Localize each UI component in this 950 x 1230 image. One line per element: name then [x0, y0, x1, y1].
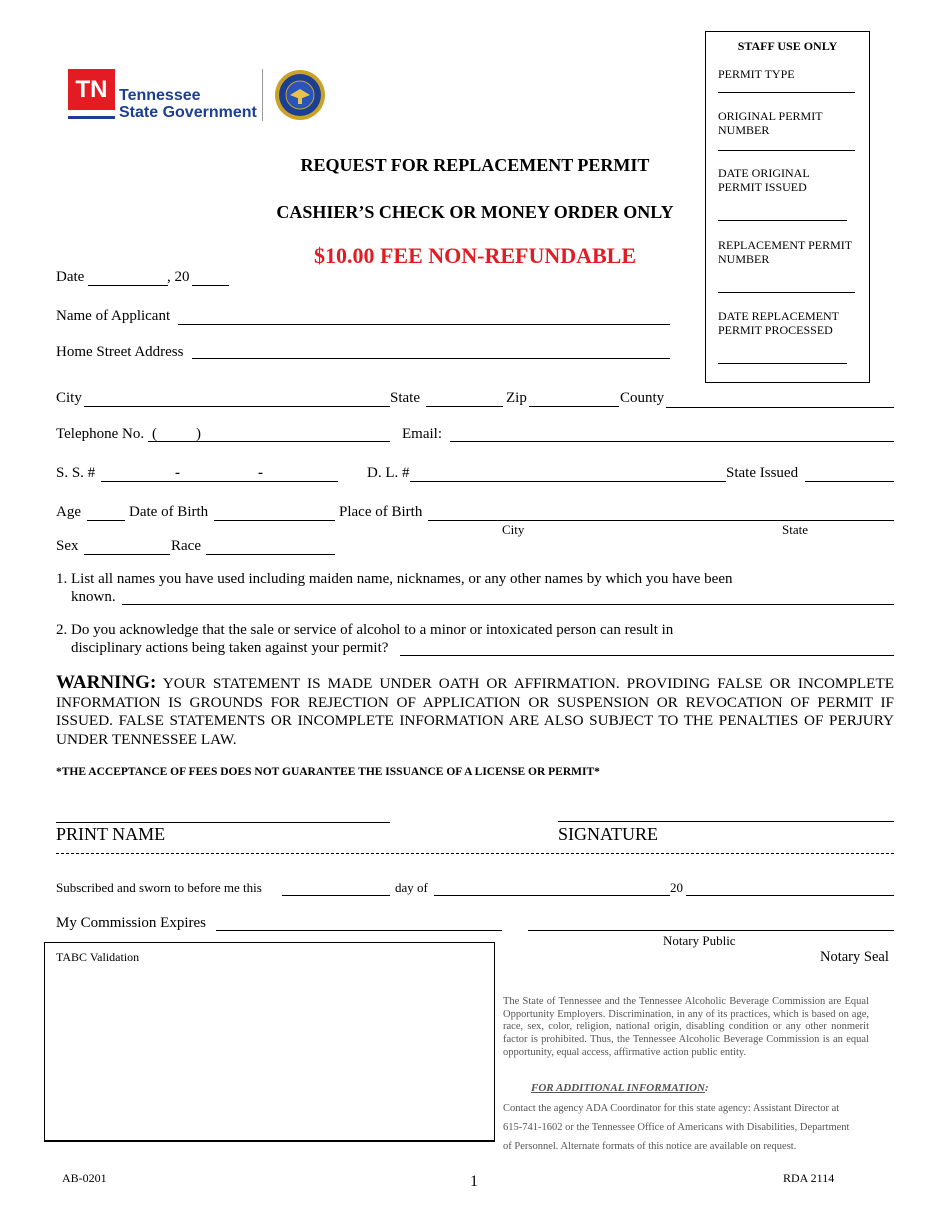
- notary-public-line[interactable]: [528, 930, 894, 931]
- rda-number: RDA 2114: [783, 1171, 835, 1185]
- signature-line[interactable]: [558, 821, 894, 822]
- sworn-year-field[interactable]: [686, 895, 894, 896]
- name-label: Name of Applicant: [56, 308, 171, 324]
- staff-replacement-permit-number-line[interactable]: [718, 292, 855, 293]
- question-1-text: 1. List all names you have used including maiden name, nicknames, or any other names by which you have been: [56, 571, 733, 587]
- contact-line-3: of Personnel. Alternate formats of this notice are available on request.: [503, 1141, 797, 1152]
- warning-label: WARNING:: [56, 672, 157, 693]
- tn-logo: TN: [68, 69, 115, 110]
- zip-field[interactable]: [529, 406, 619, 407]
- question-2-text-cont: disciplinary actions being taken against your permit?: [71, 640, 389, 656]
- phone-field[interactable]: [148, 441, 390, 442]
- warning-block: [56, 674, 894, 749]
- city-label: City: [56, 390, 82, 406]
- tabc-validation-label: TABC Validation: [56, 950, 140, 964]
- ss-label: S. S. #: [56, 465, 96, 481]
- dl-label: D. L. #: [367, 465, 410, 481]
- state-issued-field[interactable]: [805, 481, 894, 482]
- ss-field[interactable]: [101, 481, 338, 482]
- email-field[interactable]: [450, 441, 894, 442]
- page-title: REQUEST FOR REPLACEMENT PERMIT: [300, 155, 650, 175]
- staff-date-original-issued-line[interactable]: [718, 220, 847, 221]
- staff-title: STAFF USE ONLY: [737, 39, 838, 53]
- tabc-validation-box: [44, 942, 495, 1142]
- dashed-divider: [56, 853, 894, 854]
- more-info-label: FOR ADDITIONAL INFORMATION: [531, 1082, 705, 1094]
- state-seal-icon: [274, 68, 326, 122]
- street-address-field[interactable]: [192, 358, 670, 359]
- staff-date-replacement-processed-line[interactable]: [718, 363, 847, 364]
- sworn-day-field[interactable]: [282, 895, 390, 896]
- contact-line-1: Contact the agency ADA Coordinator for this state agency: Assistant Director at: [503, 1103, 840, 1114]
- ss-dash-2: -: [258, 465, 263, 481]
- pob-label: Place of Birth: [339, 504, 423, 520]
- staff-permit-type-line[interactable]: [718, 92, 855, 93]
- eeo-statement: The State of Tennessee and the Tennessee Alcoholic Beverage Commission are Equal Opportunity Employers. Discrimination, in any of its practices, which is based on age, race, sex, color, religion, national origin, disabling condition or any other nonmerit factor is prohibited. Thus, the Tennessee Alcoholic Beverage Commission is an equal opportunity, equal access, affirmative action public entity.: [503, 996, 869, 1058]
- sworn-year-label: 20: [670, 880, 683, 895]
- page-subtitle: CASHIER’S CHECK OR MONEY ORDER ONLY: [276, 202, 674, 222]
- staff-original-permit-number-line[interactable]: [718, 150, 855, 151]
- fee-notice: $10.00 FEE NON-REFUNDABLE: [313, 243, 637, 268]
- more-info-heading: [531, 1082, 709, 1094]
- race-field[interactable]: [206, 554, 335, 555]
- logo-line2: State Government: [119, 104, 257, 121]
- commission-label: My Commission Expires: [56, 915, 207, 931]
- state-field[interactable]: [426, 406, 503, 407]
- staff-date-replacement-processed: DATE REPLACEMENT PERMIT PROCESSED: [718, 309, 839, 337]
- commission-field[interactable]: [216, 930, 502, 931]
- race-label: Race: [171, 538, 201, 554]
- ss-dash-1: -: [175, 465, 180, 481]
- question-2-text: 2. Do you acknowledge that the sale or service of alcohol to a minor or intoxicated person can result in: [56, 622, 674, 638]
- email-label: Email:: [402, 426, 442, 442]
- staff-date-original-issued: DATE ORIGINAL PERMIT ISSUED: [718, 166, 810, 194]
- date-field[interactable]: [88, 285, 168, 286]
- sex-field[interactable]: [84, 554, 170, 555]
- question-1-known: known.: [71, 589, 116, 605]
- notary-public-label: Notary Public: [663, 933, 736, 948]
- pob-field[interactable]: [428, 520, 894, 521]
- fees-note: *THE ACCEPTANCE OF FEES DOES NOT GUARANTEE THE ISSUANCE OF A LICENSE OR PERMIT*: [56, 766, 600, 778]
- zip-label: Zip: [506, 390, 527, 406]
- contact-line-2: 615-741-1602 or the Tennessee Office of Americans with Disabilities, Department: [503, 1122, 850, 1133]
- more-info-colon: :: [705, 1082, 709, 1094]
- county-field[interactable]: [666, 407, 894, 408]
- sex-label: Sex: [56, 538, 79, 554]
- phone-open-paren: (: [152, 426, 157, 442]
- applicant-name-field[interactable]: [178, 324, 670, 325]
- state-label: State: [390, 390, 420, 406]
- print-name-label: PRINT NAME: [56, 824, 166, 844]
- phone-close-paren: ): [196, 426, 201, 442]
- state-issued-label: State Issued: [726, 465, 799, 481]
- pob-state-caption: State: [782, 522, 808, 537]
- staff-permit-type: PERMIT TYPE: [718, 67, 795, 81]
- phone-label: Telephone No.: [56, 426, 145, 442]
- page-number: 1: [470, 1173, 478, 1190]
- warning-text: YOUR STATEMENT IS MADE UNDER OATH OR AFFIRMATION. PROVIDING FALSE OR INCOMPLETE INFORMATION IS GROUNDS FOR REJECTION OF APPLICATION OR SUSPENSION OR REVOCATION OF PERMIT IF ISSUED. FALSE STATEMENTS OR INCOMPLETE INFORMATION ARE ALSO SUBJECT TO THE PENALTIES OF PERJURY UNDER TENNESSEE LAW.: [56, 675, 894, 748]
- age-label: Age: [56, 504, 81, 520]
- county-label: County: [620, 390, 665, 406]
- sworn-month-field[interactable]: [434, 895, 670, 896]
- pob-city-caption: City: [502, 522, 525, 537]
- question-1-answer[interactable]: [122, 604, 894, 605]
- signature-label: SIGNATURE: [558, 824, 659, 844]
- dob-label: Date of Birth: [129, 504, 209, 520]
- date-label: Date: [56, 269, 85, 285]
- tn-logo-underline: [68, 116, 115, 119]
- city-field[interactable]: [84, 406, 390, 407]
- form-id: AB-0201: [62, 1171, 107, 1185]
- date-year-label: , 20: [167, 269, 190, 285]
- logo-line1: Tennessee: [119, 87, 201, 104]
- staff-original-permit-number: ORIGINAL PERMIT NUMBER: [718, 109, 823, 137]
- dob-field[interactable]: [214, 520, 335, 521]
- day-of-label: day of: [395, 880, 428, 895]
- notary-seal-label: Notary Seal: [820, 949, 889, 965]
- age-field[interactable]: [87, 520, 125, 521]
- staff-use-box: [705, 31, 870, 383]
- staff-replacement-permit-number: REPLACEMENT PERMIT NUMBER: [718, 238, 852, 266]
- dl-field[interactable]: [410, 481, 726, 482]
- print-name-line[interactable]: [56, 822, 390, 823]
- logo-divider: [262, 69, 263, 121]
- date-year-field[interactable]: [192, 285, 229, 286]
- address-label: Home Street Address: [56, 344, 184, 360]
- question-2-answer[interactable]: [400, 655, 894, 656]
- sworn-label: Subscribed and sworn to before me this: [56, 880, 262, 895]
